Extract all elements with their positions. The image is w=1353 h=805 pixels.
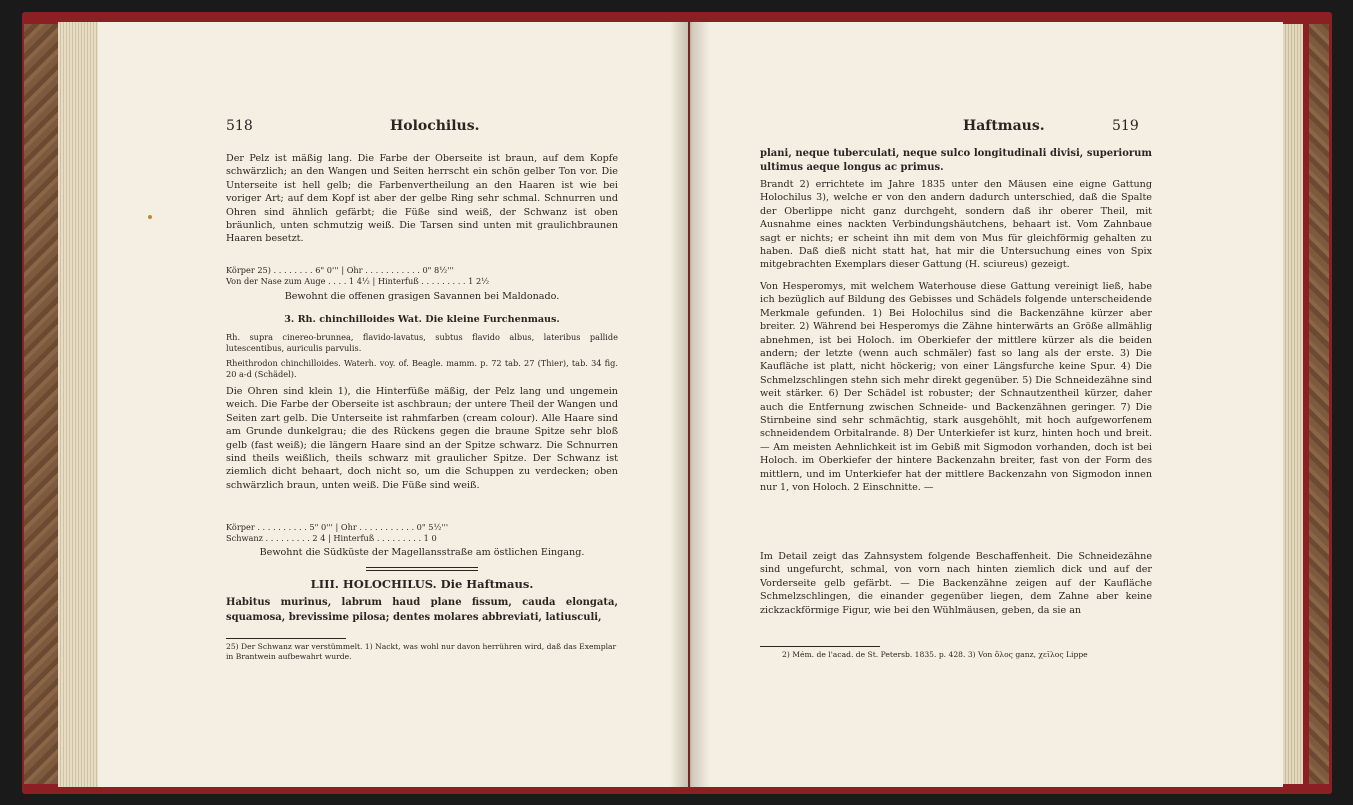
page-edges-right (1283, 24, 1303, 784)
page-number: 518 (226, 118, 253, 134)
marbled-board-right (1309, 24, 1329, 784)
book-gutter (670, 22, 710, 787)
ink-stain (148, 215, 152, 219)
chapter-title: LIII. HOLOCHILUS. Die Haftmaus. (310, 577, 534, 591)
species-title: 3. Rh. chinchilloides Wat. Die kleine Furchenmaus. (284, 314, 560, 325)
section-divider (366, 570, 478, 571)
habitat-note: Bewohnt die offenen grasigen Savannen bei Maldonado. (284, 291, 560, 302)
diagnosis-continued: plani, neque tuberculati, neque sulco longitudinali divisi, superiorum ultimus aeque longus ac primus. (760, 148, 1152, 173)
page-number: 519 (1112, 118, 1139, 134)
measurement-row: Schwanz . . . . . . . . . 2 4 | Hinterfuß . . . . . . . . . 1 0 (226, 533, 437, 544)
paragraph: Im Detail zeigt das Zahnsystem folgende Beschaffenheit. Die Schneidezähne sind ungefurcht, schmal, von vorn nach hinten ziemlich dick und auf der Vorderseite gelb gefärbt. — Die Backenzähne zeigen auf der Kaufläche Schmelzschlingen, die einander gegenüber liegen, dem Zahne aber keine zickzackförmige Figur, wie bei den Wühlmäusen, geben, da sie an (760, 551, 1152, 616)
paragraph: Von Hesperomys, mit welchem Waterhouse diese Gattung vereinigt ließ, habe ich bezüglich auf Bildung des Gebisses und Schädels folgende unterscheidende Merkmale gefunden. 1) Bei Holochilus sind die Backenzähne kürzer aber breiter. 2) Während bei Hesperomys die Zähne hinterwärts an Größe allmählig abnehmen, ist bei Holoch. im Oberkiefer der mittlere kürzer als die beiden andern; der letzte (wenn auch schmäler) fast so lang als der erste. 3) Die Kaufläche ist platt, nicht höckerig; von einer Längsfurche keine Spur. 4) Die Schmelzschlingen stehn sich mehr direkt gegenüber. 5) Die Schneidezähne sind weit stärker. 6) Der Schädel ist robuster; der Schnautzentheil kürzer, daher auch die Entfernung zwischen Schneide- und Backenzähnen geringer. 7) Die Stirnbeine sind sehr schmächtig, stark ausgehöhlt, mit hoch aufgeworfenem schneidendem Orbitalrande. 8) Der Unterkiefer ist kurz, hinten hoch und breit. — Am meisten Aehnlichkeit ist im Gebiß mit Sigmodon vorhanden, doch ist bei Holoch. im Oberkiefer der hintere Backenzahn breiter, fast von der Form des mittlern, und im Unterkiefer hat der mittlere Backenzahn von Sigmodon innen nur 1, von Holoch. 2 Einschnitte. — (760, 281, 1152, 494)
paragraph: Brandt 2) errichtete im Jahre 1835 unter den Mäusen eine eigne Gattung Holochilus 3), welche er von den andern dadurch unterschied, daß die Spalte der Oberlippe nicht ganz durchgeht, sondern daß ihr oberer Theil, mit Ausnahme eines nackten Verbindungshäutchens, behaart ist. Vom Zahnbaue sagt er nichts; er scheint ihn mit dem von Mus für gleichförmig gehalten zu haben. Daß dieß nicht statt hat, hat mir die Untersuchung eines von Spix mitgebrachten Exemplars dieser Gattung (H. sciureus) gezeigt. (760, 179, 1152, 271)
left-page (98, 22, 688, 787)
paragraph: Der Pelz ist mäßig lang. Die Farbe der Oberseite ist braun, auf dem Kopfe schwärzlich; an den Wangen und Seiten herrscht ein schön gelber Ton vor. Die Unterseite ist hell gelb; die Farbenvertheilung an den Haaren ist wie bei voriger Art; auf dem Kopf ist aber der gelbe Ring sehr schmal. Schnurren und Ohren sind ähnlich gefärbt; die Füße sind weiß, der Schwanz ist oben bräunlich, unten schmutzig weiß. Die Tarsen sind unten mit graulichbraunen Haaren besetzt. (226, 153, 618, 245)
page-edges-left (58, 22, 100, 787)
chapter-diagnosis: Habitus murinus, labrum haud plane fissum, cauda elongata, squamosa, brevissime pilosa; dentes molares abbreviati, latiusculi, (226, 597, 618, 623)
measurement-row: Körper 25) . . . . . . . . 6" 0''' | Ohr . . . . . . . . . . . 0" 8½''' (226, 265, 454, 275)
paragraph: Die Ohren sind klein 1), die Hinterfüße mäßig, der Pelz lang und ungemein weich. Die Farbe der Oberseite ist aschbraun; der untere Theil der Wangen und Seiten zart gelb. Die Unterseite ist rahmfarben (cream colour). Alle Haare sind am Grunde dunkelgrau; die des Rückens gegen die braune Spitze sehr bloß gelb (fast weiß); die längern Haare sind an der Spitze schwarz. Die Schnurren sind theils weißlich, theils schwarz mit graulicher Spitze. Der Schwanz ist ziemlich dicht behaart, doch nicht so, um die Schuppen zu verdecken; oben schwärzlich braun, unten weiß. Die Füße sind weiß. (226, 386, 618, 491)
species-reference: Rheithrodon chinchilloides. Waterh. voy. of. Beagle. mamm. p. 72 tab. 27 (Thier), tab. 34 fig. 20 a-d (Schädel). (226, 358, 618, 380)
running-head: Holochilus. (390, 118, 480, 134)
measurement-row: Körper . . . . . . . . . . 5" 0''' | Ohr . . . . . . . . . . . 0" 5½''' (226, 522, 449, 532)
footnote-rule (226, 638, 346, 639)
species-diagnosis: Rh. supra cinereo-brunnea, flavido-lavatus, subtus flavido albus, lateribus pallide lutescentibus, auriculis parvulis. (226, 332, 618, 354)
measurement-row: Von der Nase zum Auge . . . . 1 4½ | Hinterfuß . . . . . . . . . 1 2½ (226, 276, 490, 287)
footnote: 25) Der Schwanz war verstümmelt. 1) Nackt, was wohl nur davon herrühren wird, daß das Exemplar in Brantwein aufbewahrt wurde. (226, 642, 617, 661)
footnote-rule (760, 646, 880, 647)
running-head: Haftmaus. (963, 118, 1045, 134)
section-divider (366, 567, 478, 568)
right-page (690, 22, 1283, 787)
footnote: 2) Mém. de l'acad. de St. Petersb. 1835. p. 428. 3) Von ὅλος ganz, χεῖλος Lippe (782, 650, 1088, 659)
habitat-note: Bewohnt die Südküste der Magellansstraße am östlichen Eingang. (259, 547, 585, 558)
